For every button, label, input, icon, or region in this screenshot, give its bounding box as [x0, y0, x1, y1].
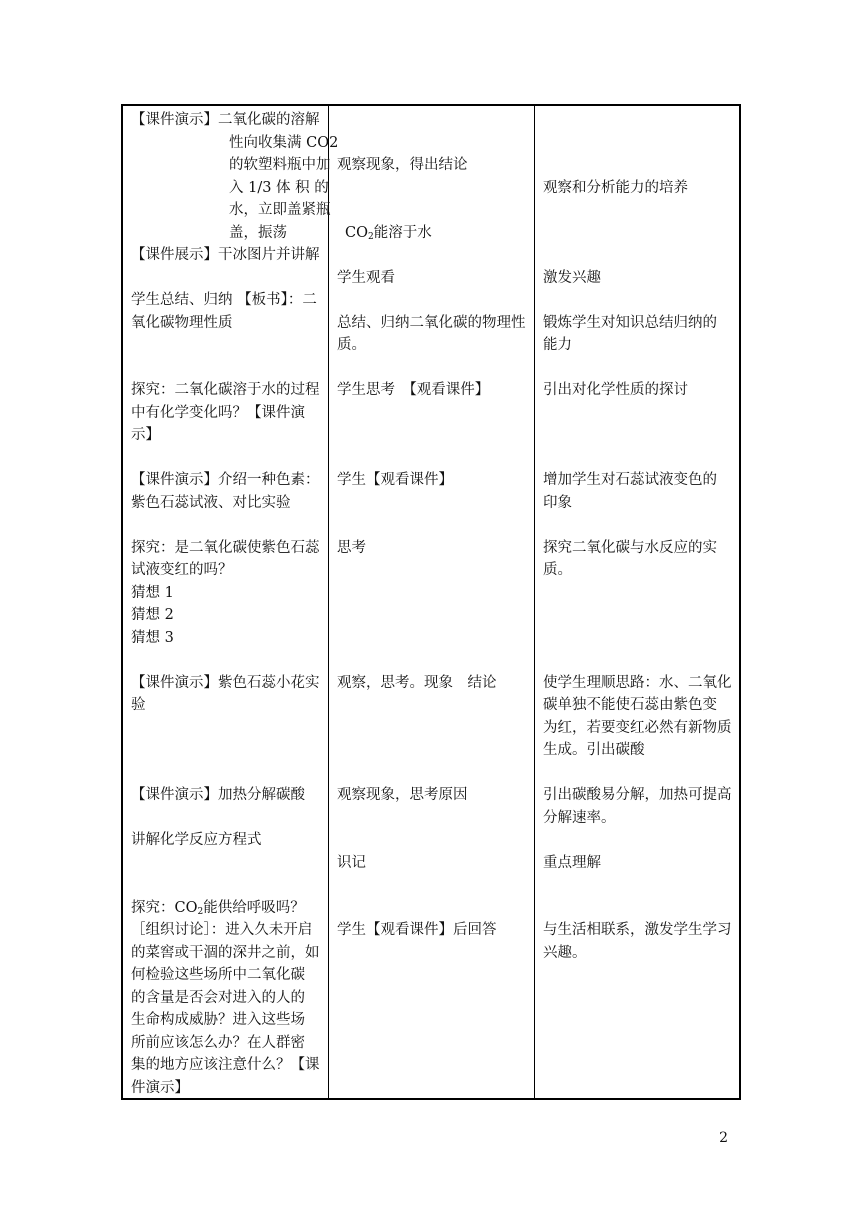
col1-demo1-line: 入 1/3 体 积 的 [229, 180, 329, 196]
col1-show: 【课件展示】干冰图片并讲解 [131, 247, 320, 263]
col2-answer: 学生【观看课件】后回答 [337, 922, 497, 938]
col3-life: 兴趣。 [543, 945, 587, 961]
col2-observe-reason: 观察现象，思考原因 [337, 787, 468, 803]
col3-decompose: 分解速率。 [543, 810, 616, 826]
col3-ability: 观察和分析能力的培养 [543, 180, 688, 196]
col2-co2: $CO_2$能溶于水 [345, 225, 432, 242]
col1-discuss-line: 件演示】 [131, 1080, 189, 1096]
col3-logic-line: 使学生理顺思路：水、二氧化 [543, 675, 732, 691]
col1-demo4: 【课件演示】加热分解碳酸 [131, 787, 305, 803]
col1-discuss-line: 的菜窖或干涸的深井之前，如 [131, 945, 320, 961]
col1-demo1-line: 性向收集满 CO2 [229, 135, 339, 151]
col1-equation: 讲解化学反应方程式 [131, 832, 262, 848]
col1-discuss-line: 集的地方应该注意什么？【课 [131, 1057, 320, 1073]
col2-observe: 观察现象，得出结论 [337, 157, 468, 173]
col1-discuss-line: 的含量是否会对进入的人的 [131, 990, 305, 1006]
col3-lead: 引出对化学性质的探讨 [543, 382, 688, 398]
col1-summary: 氧化碳物理性质 [131, 315, 233, 331]
col2-summary: 总结、归纳二氧化碳的物理性 [337, 315, 526, 331]
col1-demo2: 紫色石蕊试液、对比实验 [131, 495, 291, 511]
page-number: 2 [719, 1130, 728, 1146]
col3-impress: 印象 [543, 495, 572, 511]
col1-discuss-line: 所前应该怎么办？在人群密 [131, 1035, 305, 1051]
col3-life: 与生活相联系，激发学生学习 [543, 922, 732, 938]
col3-interest: 激发兴趣 [543, 270, 601, 286]
col1-demo1-head: 【课件演示】二氧化碳的溶解 [131, 112, 320, 128]
column-divider-2 [534, 106, 535, 1098]
col2-note: 识记 [337, 855, 366, 871]
col1-demo3: 【课件演示】紫色石蕊小花实 [131, 675, 320, 691]
lesson-table [121, 104, 741, 1100]
col3-logic-line: 碳单独不能使石蕊由紫色变 [543, 697, 717, 713]
col1-explore1: 探究：二氧化碳溶于水的过程 [131, 382, 320, 398]
col3-impress: 增加学生对石蕊试液变色的 [543, 472, 717, 488]
col1-discuss-line: 生命构成威胁？进入这些场 [131, 1012, 305, 1028]
col1-demo3: 验 [131, 697, 146, 713]
col1-explore1: 中有化学变化吗？【课件演 [131, 405, 305, 421]
col1-guess: 猜想 2 [131, 607, 174, 623]
col1-explore3: 探究：$CO_2$能供给呼吸吗？ [131, 900, 305, 917]
col3-train: 锻炼学生对知识总结归纳的 [543, 315, 717, 331]
col1-demo1-line: 的软塑料瓶中加 [229, 157, 331, 173]
col3-logic-line: 为红，若要变红必然有新物质 [543, 720, 732, 736]
col3-key: 重点理解 [543, 855, 601, 871]
col3-train: 能力 [543, 337, 572, 353]
col2-observe-think: 观察，思考。现象 结论 [337, 675, 497, 691]
col1-guess: 猜想 3 [131, 630, 174, 646]
col1-demo1-line: 盖，振荡 [229, 225, 287, 241]
col2-student-watch: 学生【观看课件】 [337, 472, 453, 488]
column-divider-1 [328, 106, 329, 1098]
col1-summary: 学生总结、归纳 【板书】：二 [131, 292, 317, 308]
col1-explore2: 试液变红的吗？ [131, 562, 233, 578]
col1-guess: 猜想 1 [131, 585, 174, 601]
col3-decompose: 引出碳酸易分解，加热可提高 [543, 787, 732, 803]
col3-logic-line: 生成。引出碳酸 [543, 742, 645, 758]
col2-summary: 质。 [337, 337, 366, 353]
col1-demo1-line: 水，立即盖紧瓶 [229, 202, 331, 218]
col1-explore1: 示】 [131, 427, 160, 443]
col2-watch: 学生观看 [337, 270, 395, 286]
col1-discuss-line: ［组织讨论］：进入久未开启 [131, 922, 313, 938]
col2-think-watch: 学生思考 【观看课件】 [337, 382, 490, 398]
col1-explore2: 探究：是二氧化碳使紫色石蕊 [131, 540, 320, 556]
col3-essence: 质。 [543, 562, 572, 578]
col1-discuss-line: 何检验这些场所中二氧化碳 [131, 967, 305, 983]
col1-demo2: 【课件演示】介绍一种色素： [131, 472, 320, 488]
col3-essence: 探究二氧化碳与水反应的实 [543, 540, 717, 556]
col2-think: 思考 [337, 540, 366, 556]
